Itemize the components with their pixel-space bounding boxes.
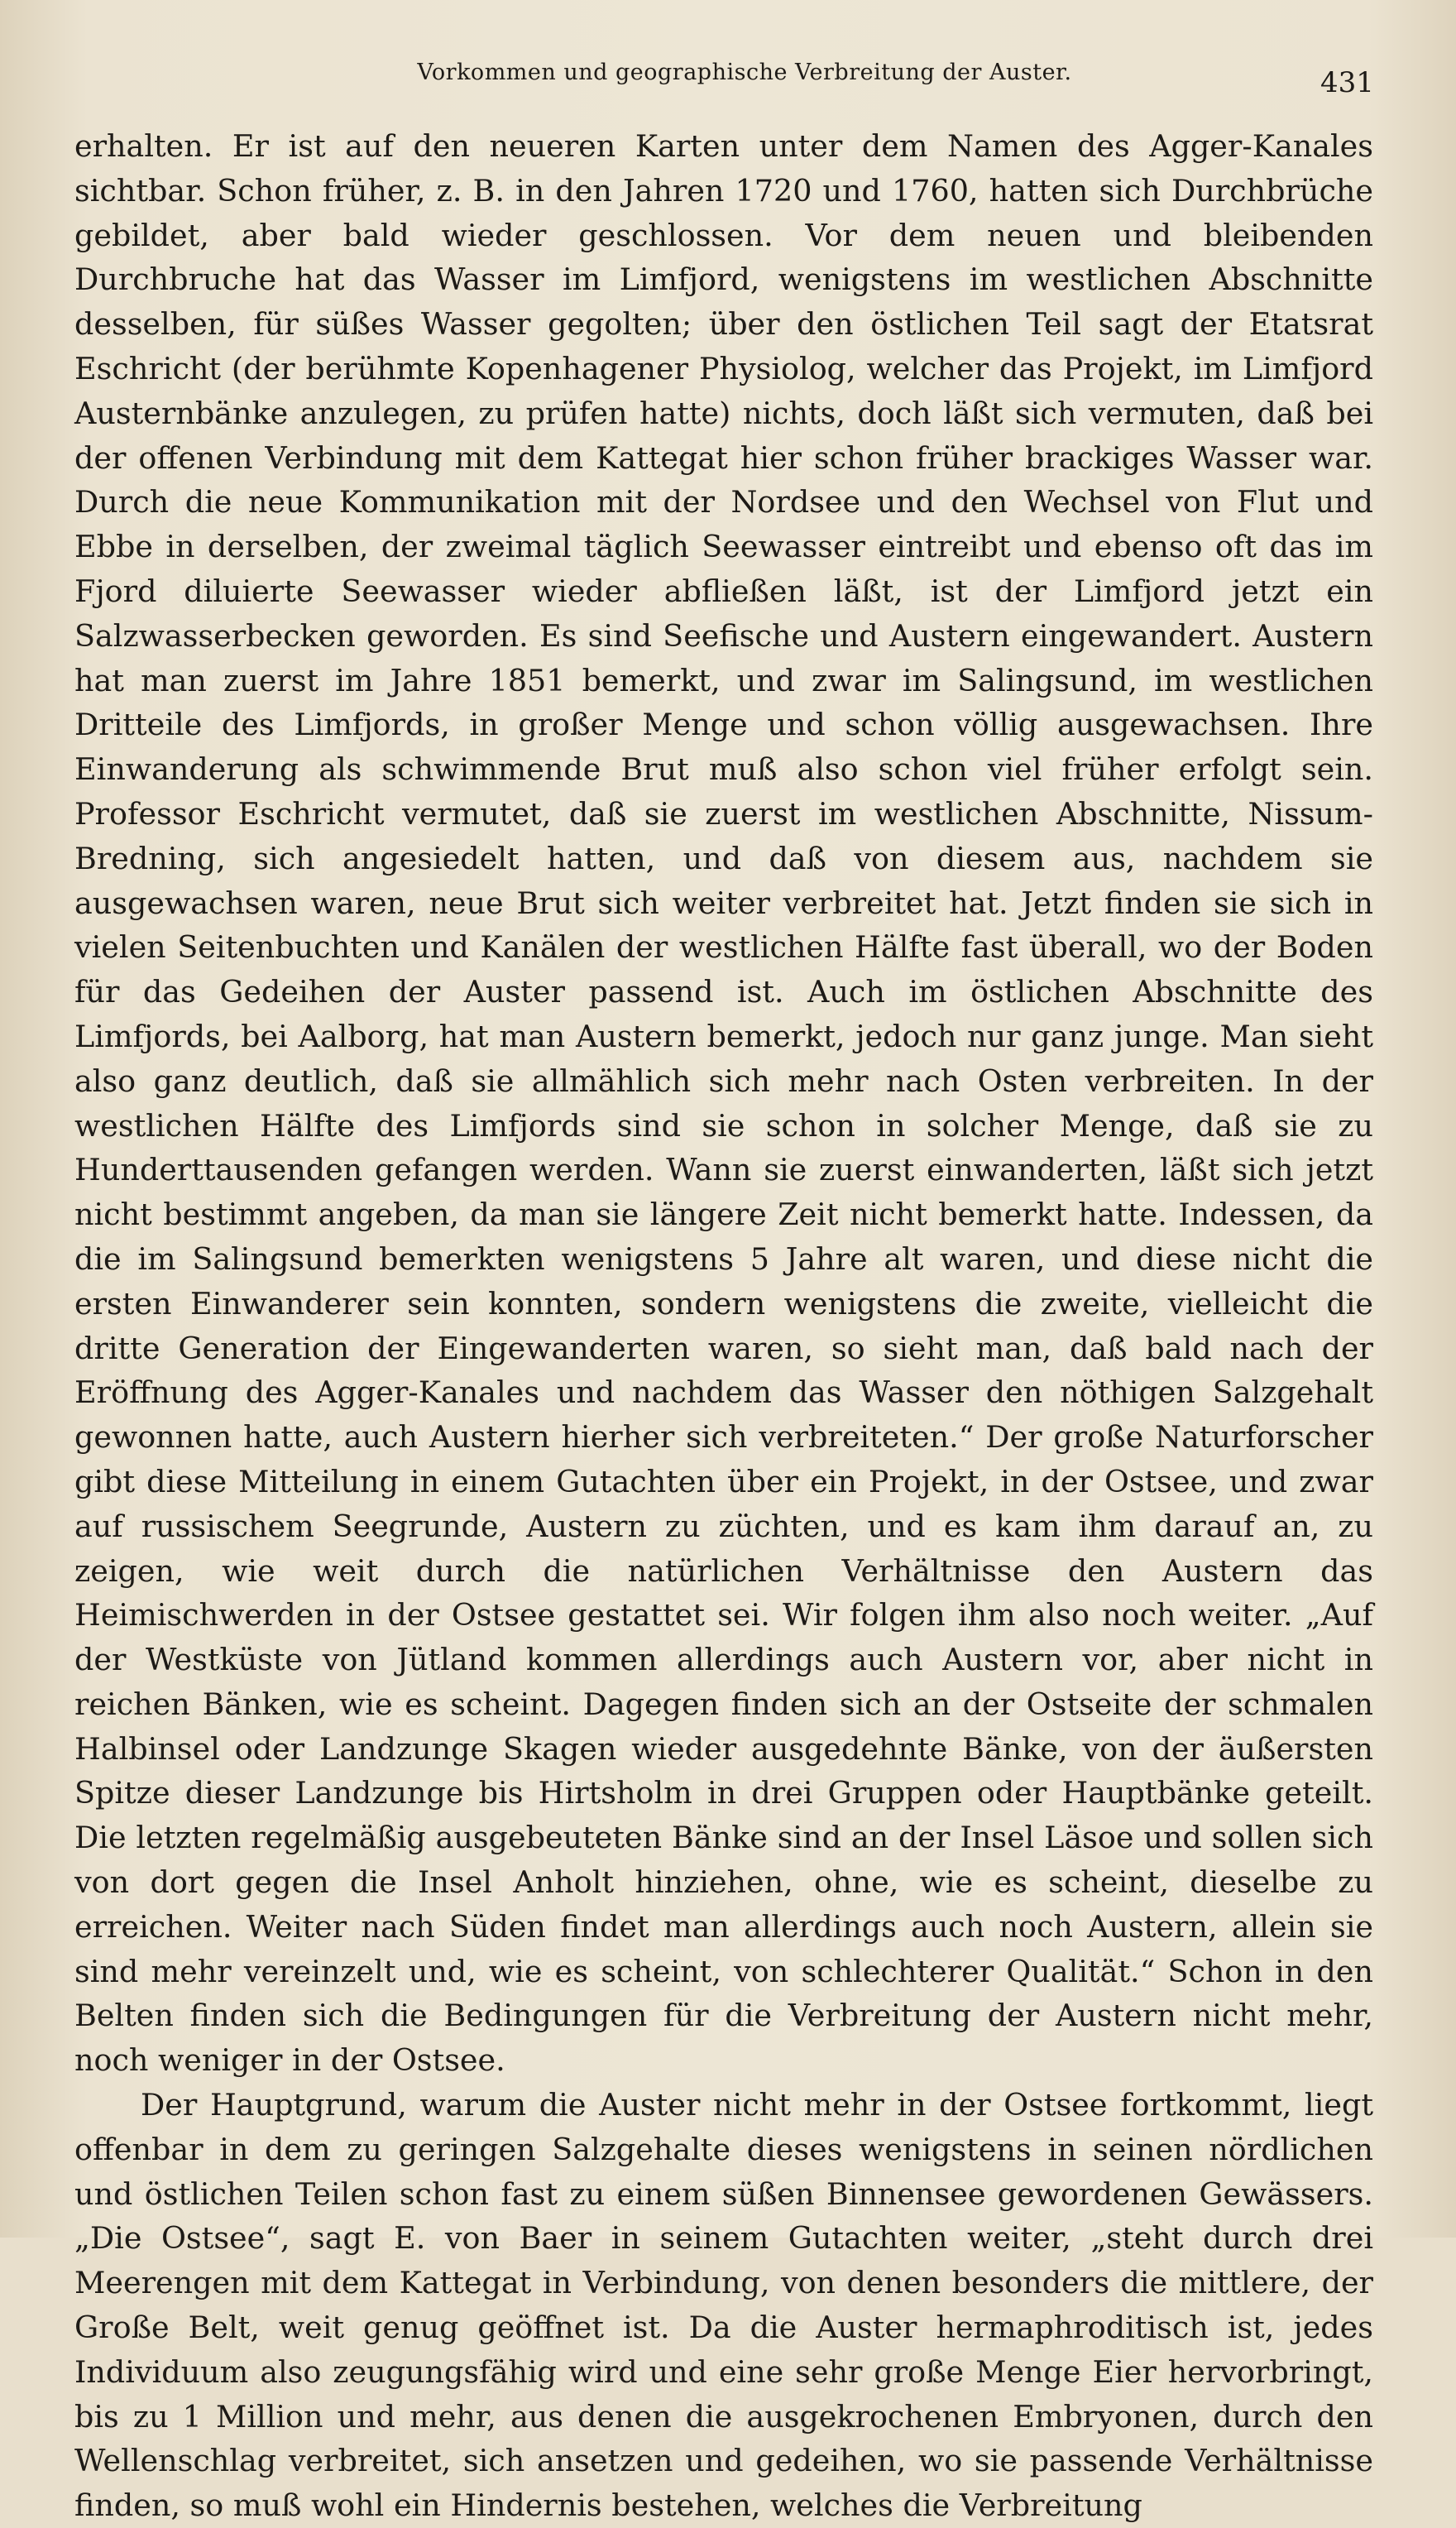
page-number: 431: [1320, 66, 1374, 99]
running-title: Vorkommen und geographische Verbreitung der Auster.: [417, 60, 1072, 85]
paragraph: Der Hauptgrund, warum die Auster nicht mehr in der Ostsee fortkommt, liegt offenbar in dem zu geringen Salzgehalte dieses wenigstens in seinen nördlichen und östlichen Teilen schon fast zu einem süßen Binnensee gewordenen Gewässers. „Die Ostsee“, sagt E. von Baer in seinem Gutachten weiter, „steht durch drei Meerengen mit dem Kattegat in Verbindung, von denen besonders die mittlere, der Große Belt, weit genug geöffnet ist. Da die Auster hermaphroditisch ist, jedes Individuum also zeugungsfähig wird und eine sehr große Menge Eier hervorbringt, bis zu 1 Million und mehr, aus denen die ausgekrochenen Embryonen, durch den Wellenschlag verbreitet, sich ansetzen und gedeihen, wo sie passende Verhältnisse finden, so muß wohl ein Hindernis bestehen, welches die Verbreitung: [74, 2087, 1373, 2524]
paragraph: erhalten. Er ist auf den neueren Karten unter dem Namen des Agger-Kanales sichtbar. Schon früher, z. B. in den Jahren 1720 und 1760, hatten sich Durchbrüche gebildet, aber bald wieder geschlossen. Vor dem neuen und bleibenden Durchbruche hat das Wasser im Limfjord, wenigstens im westlichen Abschnitte desselben, für süßes Wasser gegolten; über den östlichen Teil sagt der Etatsrat Eschricht (der berühmte Kopenhagener Physiolog, welcher das Projekt, im Limfjord Austernbänke anzulegen, zu prüfen hatte) nichts, doch läßt sich vermuten, daß bei der offenen Verbindung mit dem Kattegat hier schon früher brackiges Wasser war. Durch die neue Kommunikation mit der Nordsee und den Wechsel von Flut und Ebbe in derselben, der zweimal täglich Seewasser eintreibt und ebenso oft das im Fjord diluierte Seewasser wieder abfließen läßt, ist der Limfjord jetzt ein Salzwasserbecken geworden. Es sind Seefische und Austern eingewandert. Austern hat man zuerst im Jahre 1851 bemerkt, und zwar im Salingsund, im westlichen Dritteile des Limfjords, in großer Menge und schon völlig ausgewachsen. Ihre Einwanderung als schwimmende Brut muß also schon viel früher erfolgt sein. Professor Eschricht vermutet, daß sie zuerst im westlichen Abschnitte, Nissum-Bredning, sich angesiedelt hatten, und daß von diesem aus, nachdem sie ausgewachsen waren, neue Brut sich weiter verbreitet hat. Jetzt finden sie sich in vielen Seitenbuchten und Kanälen der westlichen Hälfte fast überall, wo der Boden für das Gedeihen der Auster passend ist. Auch im östlichen Abschnitte des Limfjords, bei Aalborg, hat man Austern bemerkt, jedoch nur ganz junge. Man sieht also ganz deutlich, daß sie allmählich sich mehr nach Osten verbreiten. In der westlichen Hälfte des Limfjords sind sie schon in solcher Menge, daß sie zu Hunderttausenden gefangen werden. Wann sie zuerst einwanderten, läßt sich jetzt nicht bestimmt angeben, da man sie längere Zeit nicht bemerkt hatte. Indessen, da die im Salingsund bemerkten wenigstens 5 Jahre alt waren, und diese nicht die ersten Einwanderer sein konnten, sondern wenigstens die zweite, vielleicht die dritte Generation der Eingewanderten waren, so sieht man, daß bald nach der Eröffnung des Agger-Kanales und nachdem das Wasser den nöthigen Salzgehalt gewonnen hatte, auch Austern hierher sich verbreiteten.“ Der große Naturforscher gibt diese Mitteilung in einem Gutachten über ein Projekt, in der Ostsee, und zwar auf russischem Seegrunde, Austern zu züchten, und es kam ihm darauf an, zu zeigen, wie weit durch die natürlichen Verhältnisse den Austern das Heimischwerden in der Ostsee gestattet sei. Wir folgen ihm also noch weiter. „Auf der Westküste von Jütland kommen allerdings auch Austern vor, aber nicht in reichen Bänken, wie es scheint. Dagegen finden sich an der Ostseite der schmalen Halbinsel oder Landzunge Skagen wieder ausgedehnte Bänke, von der äußersten Spitze dieser Landzunge bis Hirtsholm in drei Gruppen oder Hauptbänke geteilt. Die letzten regelmäßig ausgebeuteten Bänke sind an der Insel Läsoe und sollen sich von dort gegen die Insel Anholt hinziehen, ohne, wie es scheint, dieselbe zu erreichen. Weiter nach Süden findet man allerdings auch noch Austern, allein sie sind mehr vereinzelt und, wie es scheint, von schlechterer Qualität.“ Schon in den Belten finden sich die Bedingungen für die Verbreitung der Austern nicht mehr, noch weniger in der Ostsee.: [74, 128, 1373, 2079]
body-text: [74, 124, 1373, 2528]
